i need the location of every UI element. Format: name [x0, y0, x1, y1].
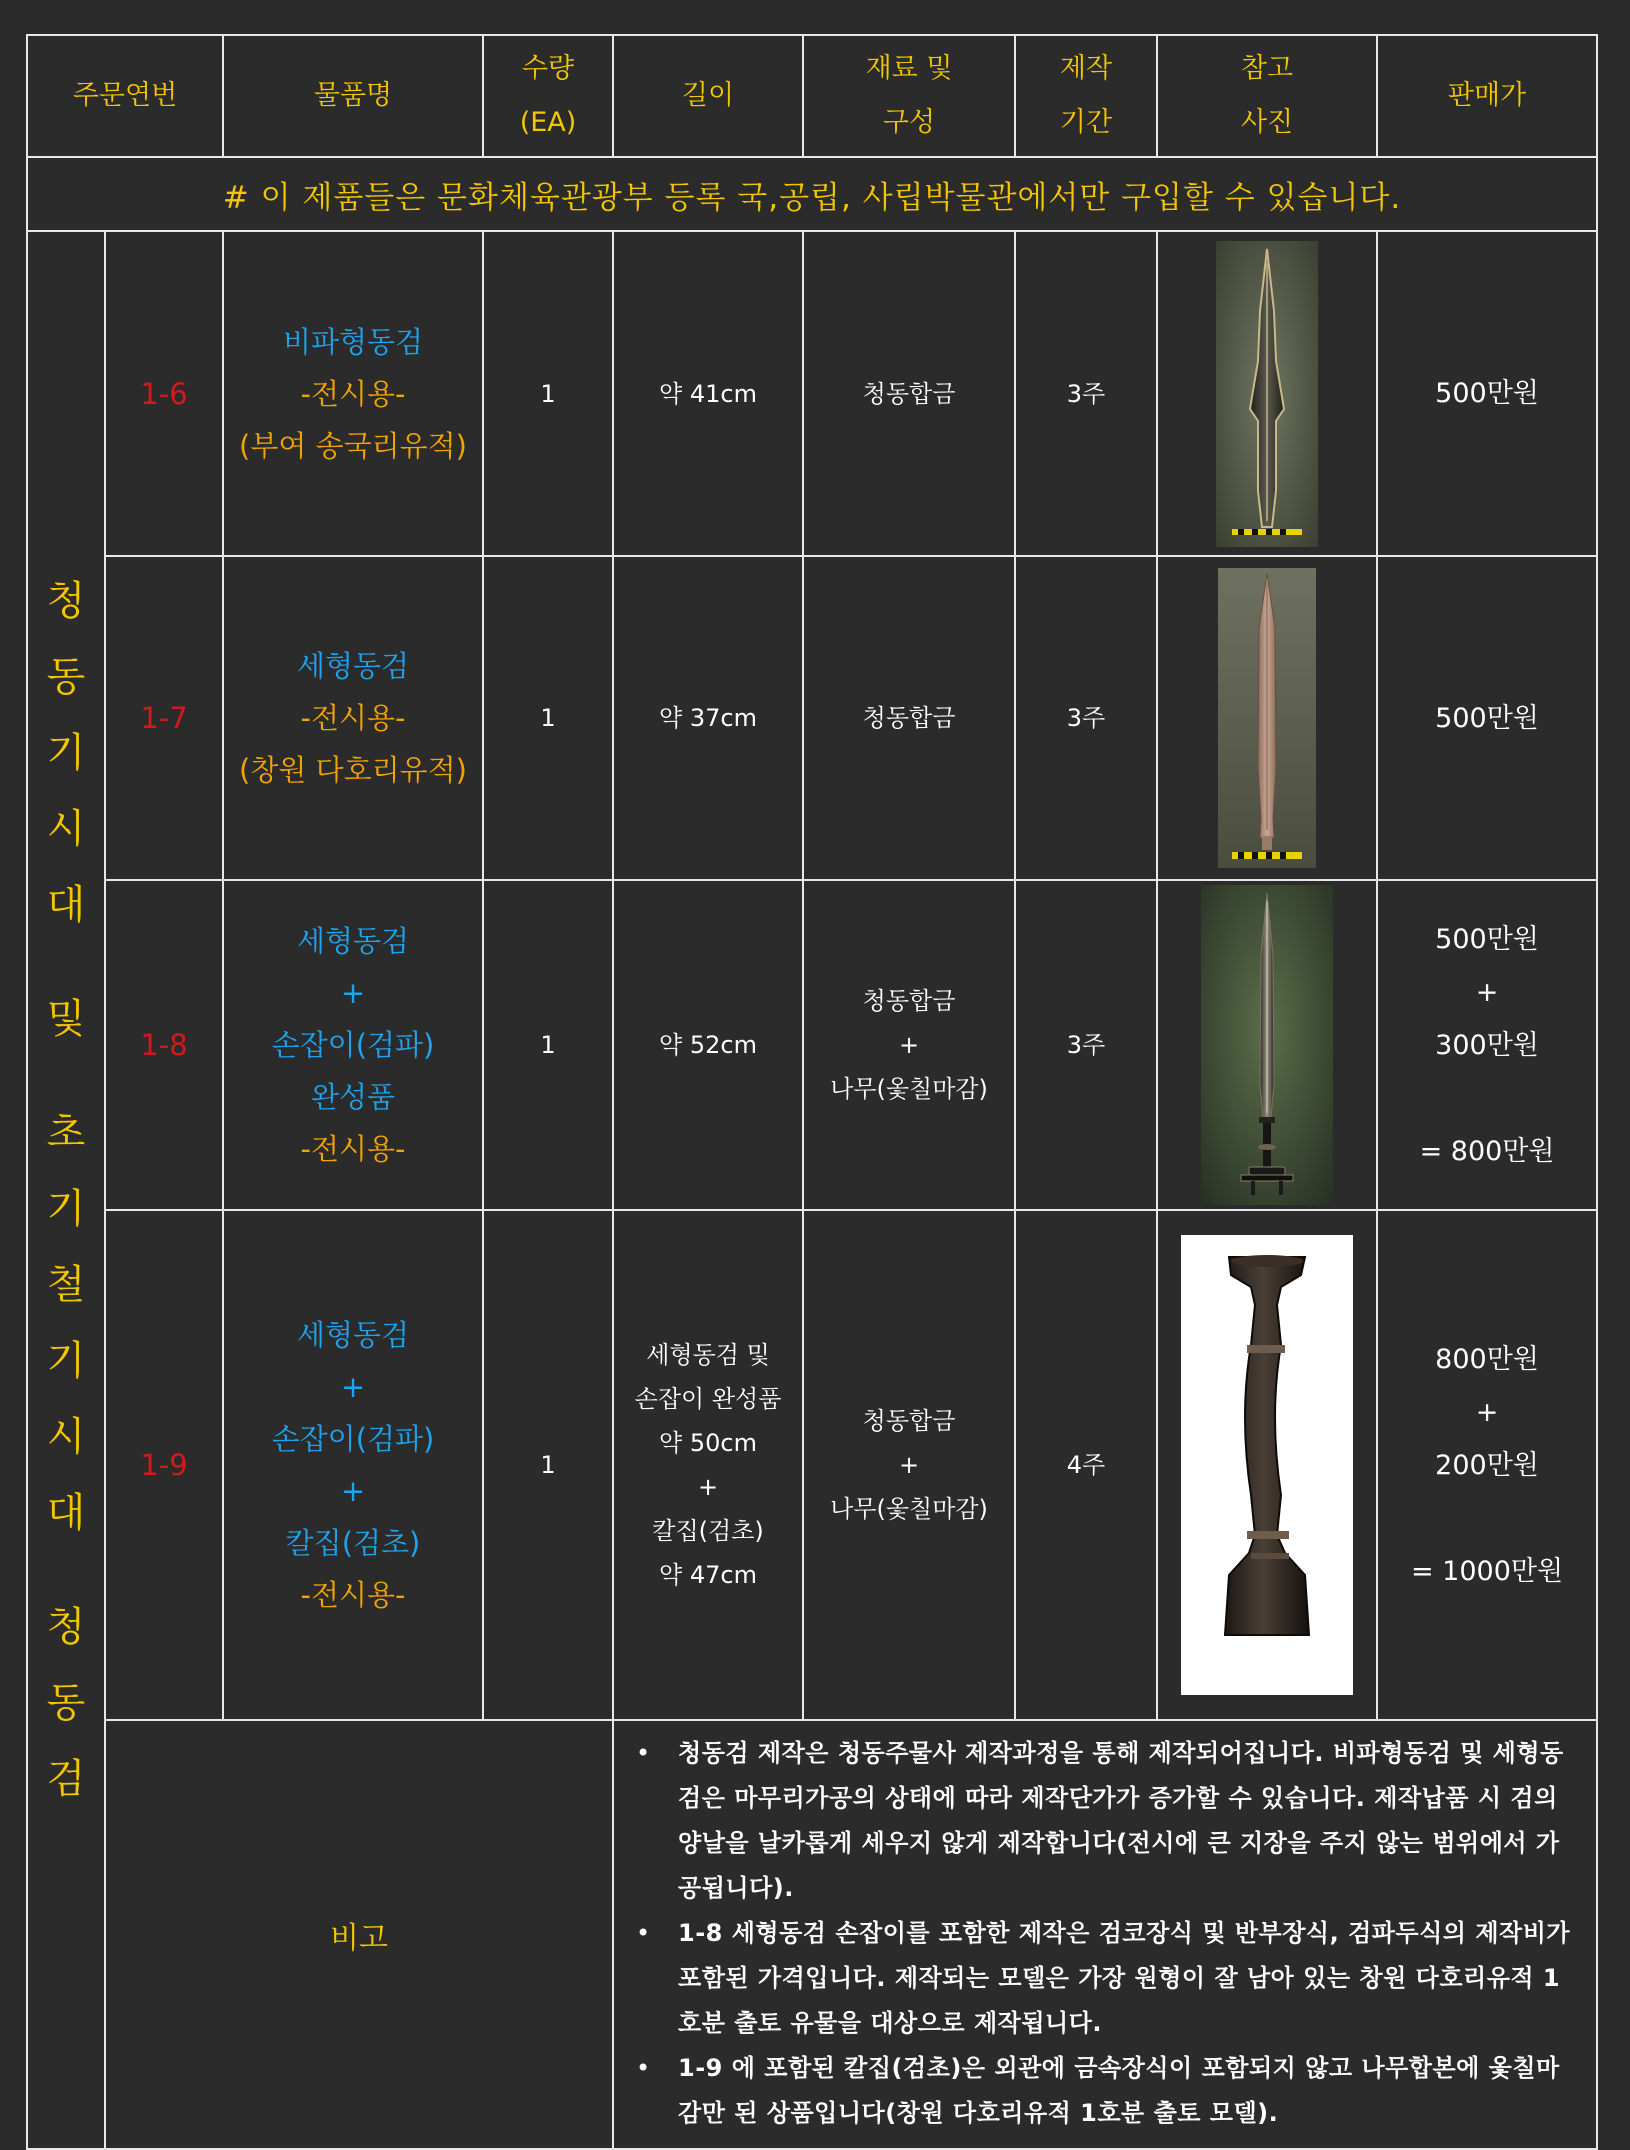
material-line: 나무(옻칠마감): [830, 1495, 988, 1523]
era-char: 기: [46, 1186, 86, 1232]
remarks-label: 비고: [105, 1720, 613, 2149]
item-name: [223, 1210, 483, 1720]
reference-photo-cell: [1157, 556, 1377, 880]
material: [803, 1210, 1015, 1720]
mandolin-dagger-photo: [1216, 241, 1318, 547]
reference-photo-cell: [1157, 880, 1377, 1210]
remark-text: 1-9 에 포함된 칼집(검초)은 외관에 금속장식이 포함되지 않고 나무합본에 옻칠마감만 된 상품입니다(창원 다호리유적 1호분 출토 모델).: [678, 2054, 1560, 2127]
era-char: 청: [46, 1604, 86, 1650]
length-line: 약 52cm: [659, 1031, 757, 1059]
price-line: = 1000만원: [1410, 1555, 1564, 1587]
length: [613, 556, 803, 880]
item-name-line: +: [340, 1370, 366, 1404]
header-row: [27, 35, 1597, 157]
era-char: 대: [46, 1490, 86, 1536]
bullet-icon: •: [636, 1739, 651, 1767]
remarks-list: [632, 1731, 1578, 2136]
reference-photo-cell: [1157, 1210, 1377, 1720]
era-char: 대: [46, 882, 86, 928]
header-quantity: [483, 35, 613, 157]
header-material-line1: 재료 및: [865, 53, 953, 84]
remark-item: [632, 1731, 1578, 1911]
header-period-line2: 기간: [1059, 107, 1113, 138]
era-char: 검: [46, 1756, 86, 1802]
header-photo-line2: 사진: [1240, 107, 1294, 138]
header-quantity-line1: 수량: [521, 53, 575, 84]
length: [613, 1210, 803, 1720]
item-name-line: -전시용-: [300, 701, 406, 735]
item-name-line: 세형동검: [296, 649, 410, 683]
length: [613, 880, 803, 1210]
era-char: 철: [46, 1262, 86, 1308]
item-name-line: 칼집(검초): [285, 1526, 421, 1560]
price-line: +: [1475, 976, 1499, 1008]
order-code: 1-9: [105, 1210, 223, 1720]
item-name-line: (부여 송국리유적): [239, 428, 467, 463]
bullet-icon: •: [636, 2054, 651, 2082]
production-period: 3주: [1015, 880, 1157, 1210]
header-period-line1: 제작: [1059, 53, 1113, 84]
era-char: 및: [46, 996, 86, 1042]
dagger-with-hilt-photo: [1201, 885, 1333, 1205]
price: [1377, 1210, 1597, 1720]
remark-item: [632, 2046, 1578, 2136]
item-name-line: -전시용-: [300, 376, 406, 411]
item-name-line: 완성품: [310, 1080, 396, 1114]
material-line: +: [898, 1451, 920, 1479]
length-line: +: [697, 1473, 719, 1501]
item-name-line: 세형동검: [296, 1318, 410, 1352]
material-line: +: [898, 1031, 920, 1059]
era-char: 기: [46, 1338, 86, 1384]
material: [803, 231, 1015, 556]
item-name-line: +: [340, 976, 366, 1010]
order-code: 1-6: [105, 231, 223, 556]
notice-text: # 이 제품들은 문화체육관광부 등록 국,공립, 사립박물관에서만 구입할 수 있습니다.: [27, 157, 1597, 231]
item-name: [223, 880, 483, 1210]
era-char: 시: [46, 1414, 86, 1460]
header-material-line2: 구성: [882, 107, 936, 138]
item-name-line: -전시용-: [300, 1578, 406, 1612]
price-line: = 800만원: [1419, 1135, 1555, 1167]
remark-text: 1-8 세형동검 손잡이를 포함한 제작은 검코장식 및 반부장식, 검파두식의 제작비가 포함된 가격입니다. 제작되는 모델은 가장 원형이 잘 남아 있는 창원 다호리유적 1호분 출토 유물을 대상으로 제작됩니다.: [678, 1919, 1571, 2037]
era-char: 동: [46, 1680, 86, 1726]
item-name-line: 비파형동검: [282, 324, 424, 359]
price: [1377, 880, 1597, 1210]
material-line: 나무(옻칠마감): [830, 1075, 988, 1103]
header-length: 길이: [613, 35, 803, 157]
price-line: 500만원: [1435, 923, 1539, 955]
item-name: [223, 556, 483, 880]
length: [613, 231, 803, 556]
order-code: 1-7: [105, 556, 223, 880]
table-row: [27, 880, 1597, 1210]
slender-dagger-photo: [1218, 568, 1316, 868]
item-name-line: 손잡이(검파): [271, 1422, 435, 1456]
table-row: [27, 1210, 1597, 1720]
length-line: 손잡이 완성품: [634, 1385, 782, 1413]
remarks-notes: [613, 1720, 1597, 2149]
remark-item: [632, 1911, 1578, 2046]
table-row: [27, 231, 1597, 556]
item-name-line: (창원 다호리유적): [239, 753, 467, 787]
quantity: 1: [483, 556, 613, 880]
quantity: 1: [483, 231, 613, 556]
era-char: 동: [46, 654, 86, 700]
era-char: 청: [46, 578, 86, 624]
header-item-name: 물품명: [223, 35, 483, 157]
table-row: [27, 556, 1597, 880]
length-line: 칼집(검초): [652, 1517, 764, 1545]
product-table: [26, 34, 1598, 2150]
remark-text: 청동검 제작은 청동주물사 제작과정을 통해 제작되어집니다. 비파형동검 및 세형동검은 마무리가공의 상태에 따라 제작단가가 증가할 수 있습니다. 제작납품 시 검의 양날을 날카롭게 세우지 않게 제작합니다(전시에 큰 지장을 주지 않는 범위에서 가공됩니다).: [678, 1739, 1564, 1902]
reference-photo-cell: [1157, 231, 1377, 556]
price-line: 500만원: [1435, 702, 1539, 734]
quantity: 1: [483, 1210, 613, 1720]
quantity: 1: [483, 880, 613, 1210]
header-period: [1015, 35, 1157, 157]
item-name-line: +: [340, 1474, 366, 1508]
item-name-line: 세형동검: [296, 924, 410, 958]
header-photo: [1157, 35, 1377, 157]
length-line: 약 50cm: [659, 1429, 757, 1457]
header-quantity-line2: (EA): [519, 107, 577, 138]
price-line: +: [1475, 1396, 1499, 1428]
length-line: 세형동검 및: [646, 1341, 770, 1369]
sheathed-dagger-photo: [1181, 1235, 1353, 1695]
header-order-no: 주문연번: [27, 35, 223, 157]
era-char: 초: [46, 1110, 86, 1156]
header-material: [803, 35, 1015, 157]
material-line: 청동합금: [862, 987, 956, 1015]
material-line: 청동합금: [862, 1407, 956, 1435]
price: [1377, 556, 1597, 880]
era-label: [27, 231, 105, 2149]
era-char: 기: [46, 730, 86, 776]
price-line: 200만원: [1435, 1449, 1539, 1481]
item-name-line: -전시용-: [300, 1132, 406, 1166]
production-period: 4주: [1015, 1210, 1157, 1720]
remarks-row: [27, 1720, 1597, 2149]
length-line: 약 41cm: [659, 379, 757, 408]
production-period: 3주: [1015, 231, 1157, 556]
production-period: 3주: [1015, 556, 1157, 880]
material: [803, 556, 1015, 880]
item-name: [223, 231, 483, 556]
order-code: 1-8: [105, 880, 223, 1210]
length-line: 약 37cm: [659, 704, 757, 732]
notice-row: [27, 157, 1597, 231]
bullet-icon: •: [636, 1919, 651, 1947]
price-line: 500만원: [1435, 378, 1539, 409]
length-line: 약 47cm: [659, 1561, 757, 1589]
price-line: 300만원: [1435, 1029, 1539, 1061]
material-line: 청동합금: [862, 704, 956, 732]
material: [803, 880, 1015, 1210]
item-name-line: 손잡이(검파): [271, 1028, 435, 1062]
price-line: 800만원: [1435, 1343, 1539, 1375]
era-char: 시: [46, 806, 86, 852]
price: [1377, 231, 1597, 556]
material-line: 청동합금: [862, 379, 956, 408]
header-photo-line1: 참고: [1240, 53, 1294, 84]
header-price: 판매가: [1377, 35, 1597, 157]
